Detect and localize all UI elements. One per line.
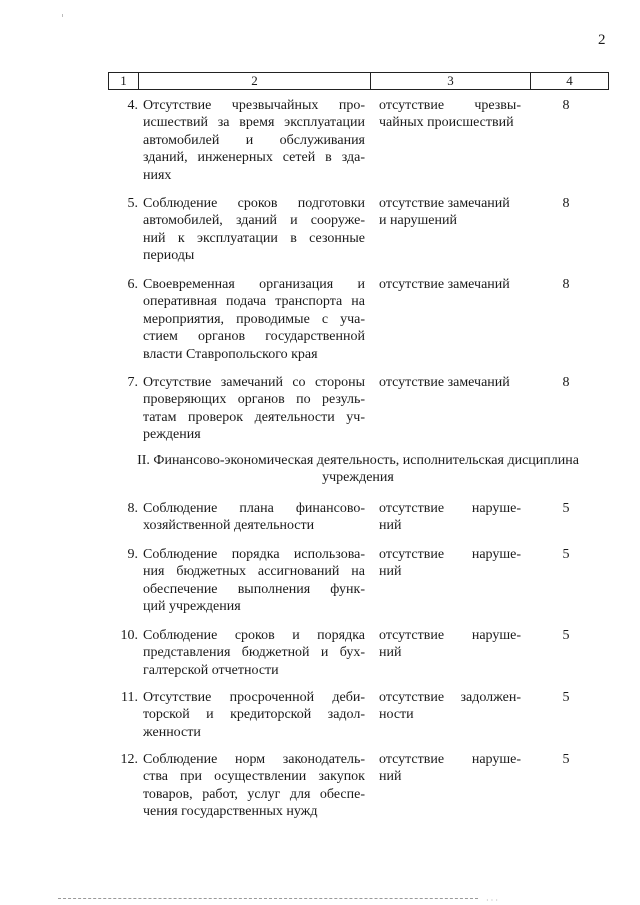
row-score: 5	[562, 547, 570, 562]
row-number: 7.	[127, 375, 138, 390]
description-line: Соблюдение плана финансово-	[143, 501, 365, 516]
description-line: оперативная подача транспорта на	[143, 294, 365, 310]
row-description	[143, 689, 365, 741]
description-line: ния бюджетных ассигнований на	[143, 564, 365, 580]
column-header-4: 4	[531, 73, 609, 90]
criterion-line: ности	[379, 707, 414, 723]
row-score: 8	[562, 98, 570, 113]
description-line: автомобилей, зданий и сооруже-	[143, 213, 365, 229]
footer-rule	[58, 898, 478, 899]
description-line: обеспечение выполнения функ-	[143, 581, 365, 597]
criterion-line: отсутствие замечаний	[379, 277, 510, 292]
scan-mark	[62, 14, 63, 17]
description-line: Отсутствие просроченной деби-	[143, 690, 365, 705]
description-line: Соблюдение сроков и порядка	[143, 628, 365, 643]
row-score: 8	[562, 277, 570, 292]
footer-mark: · · ·	[486, 896, 498, 905]
criterion-line: отсутствие задолжен-	[379, 690, 521, 705]
row-description	[143, 546, 365, 616]
criterion-line: и нарушений	[379, 213, 457, 229]
row-score: 5	[562, 628, 570, 643]
criterion-line: отсутствие наруше-	[379, 628, 521, 643]
row-description	[143, 97, 365, 184]
criterion-line: отсутствие чрезвы-	[379, 98, 521, 113]
description-line: Соблюдение норм законодатель-	[143, 752, 365, 767]
description-line: проверяющих органов по резуль-	[143, 392, 365, 408]
row-criterion	[379, 276, 521, 293]
description-line: ства при осуществлении закупок	[143, 769, 365, 785]
description-line: галтерской отчетности	[143, 662, 279, 678]
row-criterion	[379, 546, 521, 581]
row-score: 5	[562, 690, 570, 705]
criterion-line: отсутствие замечаний	[379, 196, 510, 211]
criterion-line: отсутствие наруше-	[379, 501, 521, 516]
row-description	[143, 751, 365, 821]
row-criterion	[379, 689, 521, 724]
row-number: 11.	[121, 690, 138, 705]
row-number: 5.	[127, 196, 138, 211]
row-description	[143, 627, 365, 679]
criterion-line: ний	[379, 769, 402, 785]
criterion-line: отсутствие наруше-	[379, 752, 521, 767]
section-heading-line: учреждения	[322, 470, 394, 486]
row-number: 12.	[120, 752, 138, 767]
row-score: 5	[562, 501, 570, 516]
criterion-line: ний	[379, 518, 402, 534]
row-description	[143, 195, 365, 265]
description-line: власти Ставропольского края	[143, 346, 318, 362]
row-number: 6.	[127, 277, 138, 292]
description-line: реждения	[143, 427, 201, 443]
row-score: 8	[562, 375, 570, 390]
description-line: товаров, работ, услуг для обеспе-	[143, 786, 365, 802]
criterion-line: ний	[379, 645, 402, 661]
description-line: Отсутствие чрезвычайных про-	[143, 98, 365, 113]
column-header-2: 2	[139, 73, 371, 90]
description-line: ний к эксплуатации в сезонные	[143, 230, 365, 246]
description-line: мероприятия, проводимые с уча-	[143, 311, 365, 327]
description-line: автомобилей и обслуживания	[143, 132, 365, 148]
description-line: Соблюдение порядка использова-	[143, 547, 365, 562]
row-criterion	[379, 97, 521, 132]
description-line: зданий, инженерных сетей в зда-	[143, 150, 365, 166]
row-number: 4.	[127, 98, 138, 113]
description-line: Соблюдение сроков подготовки	[143, 196, 365, 211]
row-number: 8.	[127, 501, 138, 516]
description-line: периоды	[143, 248, 195, 264]
row-number: 9.	[127, 547, 138, 562]
description-line: ниях	[143, 167, 172, 183]
column-header-3: 3	[371, 73, 531, 90]
column-header-row	[108, 72, 609, 90]
row-number: 10.	[120, 628, 138, 643]
criterion-line: ний	[379, 564, 402, 580]
description-line: женности	[143, 724, 201, 740]
row-score: 5	[562, 752, 570, 767]
section-heading-line: II. Финансово-экономическая деятельность, исполнительская дисциплина	[137, 453, 579, 468]
description-line: исшествий за время эксплуатации	[143, 115, 365, 131]
column-header-1: 1	[109, 73, 139, 90]
criterion-line: отсутствие наруше-	[379, 547, 521, 562]
description-line: представления бюджетной и бух-	[143, 645, 365, 661]
row-description	[143, 500, 365, 535]
row-criterion	[379, 374, 521, 391]
row-criterion	[379, 627, 521, 662]
row-criterion	[379, 500, 521, 535]
description-line: ций учреждения	[143, 599, 241, 615]
description-line: хозяйственной деятельности	[143, 518, 315, 534]
description-line: торской и кредиторской задол-	[143, 707, 365, 723]
page-number: 2	[598, 32, 606, 48]
criterion-line: отсутствие замечаний	[379, 375, 510, 390]
row-description	[143, 374, 365, 444]
description-line: Своевременная организация и	[143, 277, 365, 292]
row-description	[143, 276, 365, 363]
row-criterion	[379, 195, 521, 230]
description-line: чения государственных нужд	[143, 804, 318, 820]
description-line: Отсутствие замечаний со стороны	[143, 375, 365, 390]
description-line: татам проверок деятельности уч-	[143, 409, 365, 425]
section-heading	[108, 452, 608, 487]
description-line: стием органов государственной	[143, 329, 365, 345]
row-score: 8	[562, 196, 570, 211]
criterion-line: чайных происшествий	[379, 115, 514, 131]
row-criterion	[379, 751, 521, 786]
